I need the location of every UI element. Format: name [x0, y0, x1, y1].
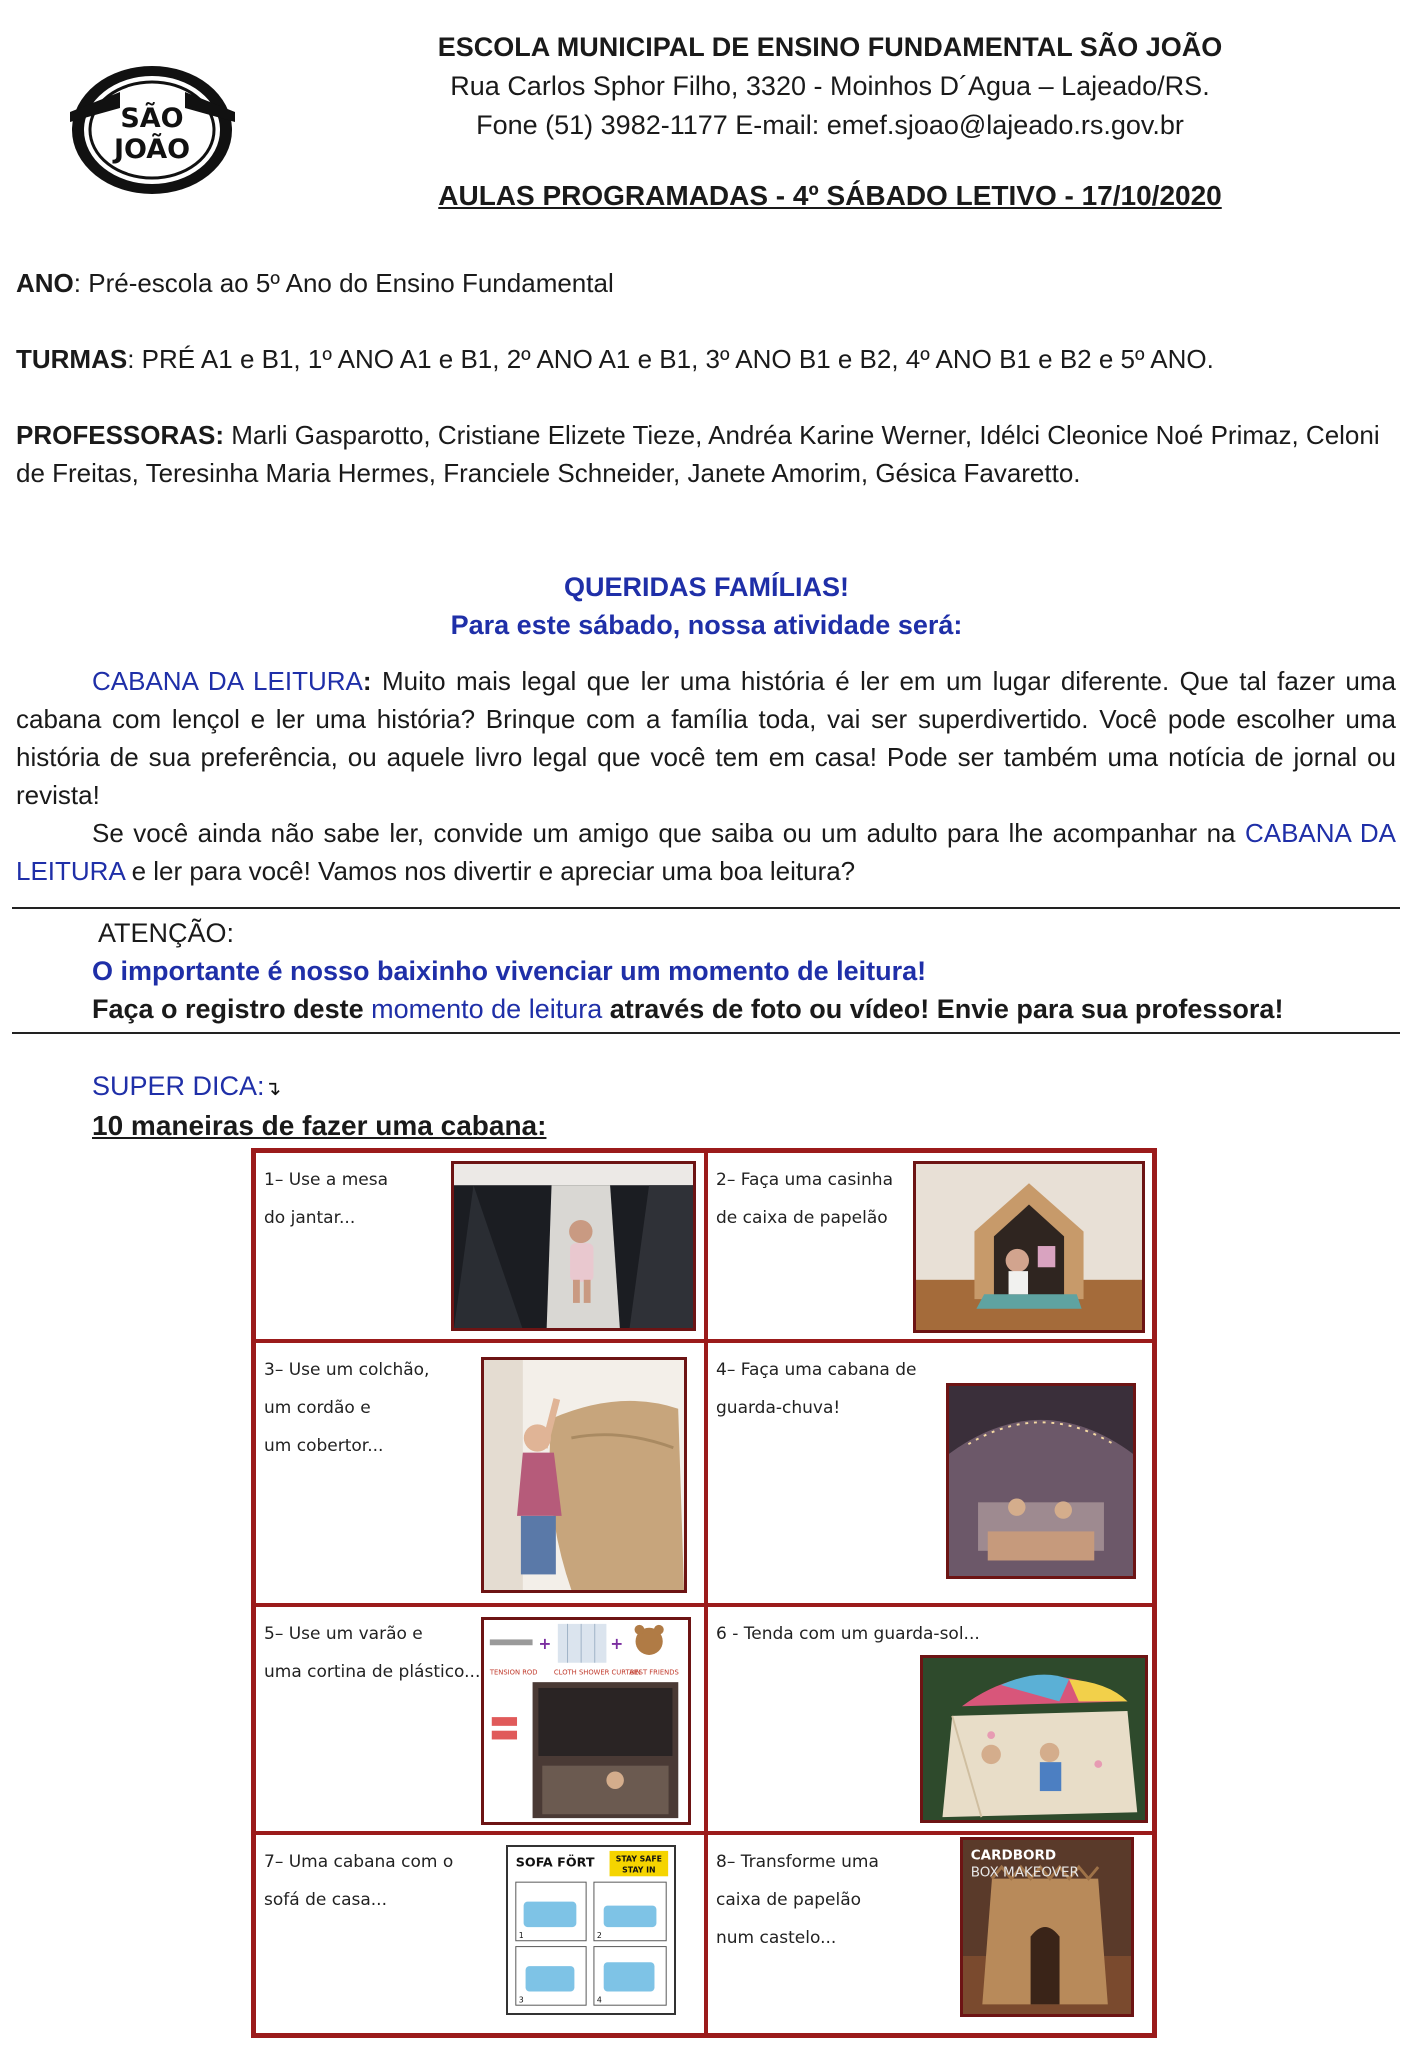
cabana-grid [251, 1148, 1157, 2038]
divider-bottom [12, 1032, 1400, 1034]
greeting-line-2: Para este sábado, nossa atividade será: [450, 610, 963, 640]
tip-6-label: 6 - Tenda com um guarda-sol... [716, 1624, 980, 1644]
professoras-value: Marli Gasparotto, Cristiane Elizete Tieze, Andréa Karine Werner, Idélci Cleonice Noé Primaz, Celoni de Freitas, Teresinha Maria Hermes, Franciele Schneider, Janete Amorim, Gésica Favaretto. [16, 420, 1380, 488]
tip-3-label: 3– Use um colchão, um cordão e um cobertor... [264, 1360, 430, 1456]
super-dica [92, 1071, 281, 1102]
attention-line-2-b: através de foto ou vídeo! Envie para sua professora! [602, 994, 1284, 1024]
school-logo [60, 52, 245, 202]
arrow-icon: ↴ [264, 1078, 282, 1100]
photo8-title-l2: BOX MAKEOVER [970, 1864, 1079, 1881]
divider-top [12, 907, 1400, 909]
tip-1-label: 1– Use a mesa do jantar... [264, 1170, 388, 1228]
paragraph-2-text-a: Se você ainda não sabe ler, convide um amigo que saiba ou um adulto para lhe acompanhar na [92, 818, 1245, 848]
photo7-badge-l2: STAY IN [622, 1865, 656, 1875]
tip-2-label: 2– Faça uma casinha de caixa de papelão [716, 1170, 893, 1228]
cabana-highlight-2: CABANA DA LEITURA [16, 818, 1397, 886]
tip-5 [254, 1605, 706, 1833]
photo7-title: SOFA FÖRT [515, 1854, 595, 1870]
svg-text:3: 3 [518, 1995, 524, 2005]
photo8-title-l1: CARDBORD [970, 1847, 1057, 1864]
attention-line-2-highlight: momento de leitura [371, 994, 603, 1024]
school-address: Rua Carlos Sphor Filho, 3320 - Moinhos D´Agua – Lajeado/RS. [450, 71, 1210, 101]
professoras-label: PROFESSORAS: [16, 420, 225, 450]
attention-line-1-text: O importante é nosso baixinho vivenciar um momento de leitura! [92, 956, 927, 986]
tip-7-photo [506, 1845, 676, 2015]
paragraph-2-text-b: e ler para você! Vamos nos divertir e apreciar uma boa leitura? [124, 856, 856, 886]
school-contact: Fone (51) 3982-1177 E-mail: emef.sjoao@lajeado.rs.gov.br [476, 110, 1184, 140]
photo5-caption-a: TENSION ROD [489, 1668, 538, 1677]
svg-text:+: + [538, 1635, 552, 1654]
school-name: ESCOLA MUNICIPAL DE ENSINO FUNDAMENTAL SÃO JOÃO [437, 32, 1223, 62]
turmas-label: TURMAS [16, 344, 128, 374]
super-dica-text: SUPER DICA: [92, 1071, 265, 1101]
tip-7-label: 7– Uma cabana com o sofá de casa... [264, 1852, 454, 1910]
photo5-caption-c: BEST FRIENDS [629, 1668, 679, 1677]
attention-line-2 [92, 990, 1412, 1028]
p1-colon: : [362, 666, 372, 696]
turmas-value: : PRÉ A1 e B1, 1º ANO A1 e B1, 2º ANO A1 e B1, 3º ANO B1 e B2, 4º ANO B1 e B2 e 5º ANO. [127, 344, 1214, 374]
tip-3 [254, 1341, 706, 1605]
paragraph-1-text: Muito mais legal que ler uma história é ler em um lugar diferente. Que tal fazer uma cabana com lençol e ler uma história? Brinque com a família toda, vai ser superdivertido. Você pode escolher uma história de sua preferência, ou aquele livro legal que você tem em casa! Pode ser também uma notícia de jornal ou revista! [16, 666, 1397, 810]
tip-6 [706, 1605, 1154, 1833]
tip-6-photo [920, 1655, 1148, 1823]
attention-line-2-a: Faça o registro deste [92, 994, 372, 1024]
tips-heading: 10 maneiras de fazer uma cabana: [92, 1110, 547, 1141]
svg-text:+: + [610, 1635, 624, 1654]
tip-5-photo [481, 1617, 691, 1825]
greeting-line-1: QUERIDAS FAMÍLIAS! [563, 572, 849, 602]
svg-text:4: 4 [596, 1995, 602, 2005]
tip-8-label: 8– Transforme uma caixa de papelão num castelo... [716, 1852, 879, 1948]
logo-text-bottom: JOÃO [113, 134, 191, 165]
tip-1 [254, 1151, 706, 1341]
svg-text:1: 1 [518, 1930, 524, 1940]
tip-7 [254, 1833, 706, 2035]
ano-line [16, 264, 1396, 302]
tip-2-photo [913, 1161, 1145, 1333]
tip-3-photo [481, 1357, 687, 1593]
tip-4-label: 4– Faça uma cabana de guarda-chuva! [716, 1360, 917, 1418]
cabana-highlight-1: CABANA DA LEITURA [92, 666, 363, 696]
professoras-block [16, 416, 1396, 492]
page-title: AULAS PROGRAMADAS - 4º SÁBADO LETIVO - 17/10/2020 [438, 180, 1222, 211]
attention-heading: ATENÇÃO: [98, 918, 235, 948]
tip-8 [706, 1833, 1154, 2035]
ano-label: ANO [16, 268, 74, 298]
greeting [0, 568, 1413, 644]
tip-4-photo [946, 1383, 1136, 1579]
tip-2 [706, 1151, 1154, 1341]
photo5-caption-b: CLOTH SHOWER CURTAIN [553, 1668, 641, 1677]
svg-text:2: 2 [596, 1930, 602, 1940]
photo7-badge-l1: STAY SAFE [615, 1854, 662, 1864]
attention-line-1 [92, 952, 1412, 990]
turmas-line [16, 340, 1396, 378]
tip-8-photo [960, 1837, 1134, 2017]
school-header [300, 28, 1360, 145]
paragraph-1 [16, 662, 1396, 814]
ano-value: : Pré-escola ao 5º Ano do Ensino Fundamental [73, 268, 614, 298]
logo-text-top: SÃO [120, 103, 184, 134]
tip-1-photo [451, 1161, 696, 1331]
tip-4 [706, 1341, 1154, 1605]
tip-5-label: 5– Use um varão e uma cortina de plástico... [264, 1624, 481, 1682]
paragraph-2 [16, 814, 1396, 890]
